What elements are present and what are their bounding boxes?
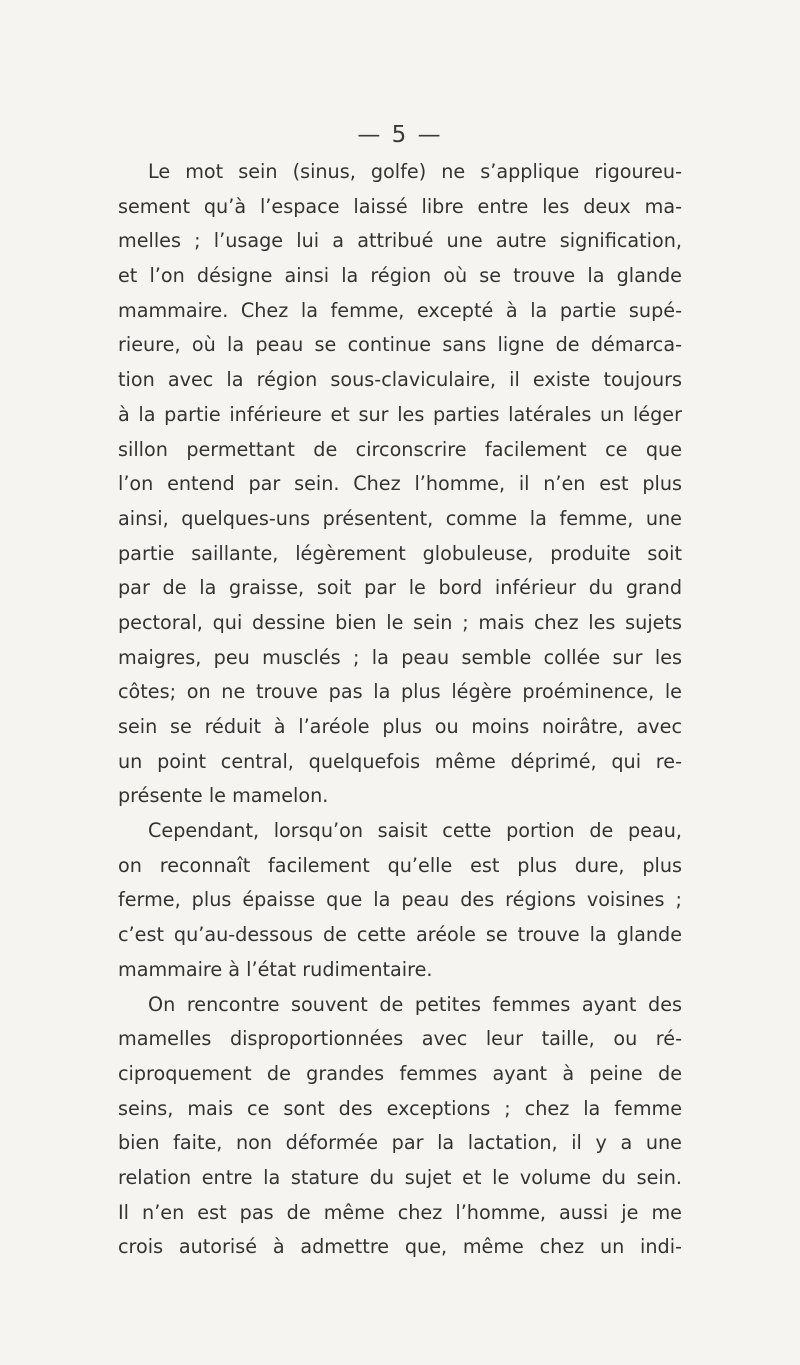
text-line: bien faite, non déformée par la lactation, il y a une bbox=[118, 1131, 682, 1155]
text-line: par de la graisse, soit par le bord inférieur du grand bbox=[118, 576, 682, 600]
text-line: et l’on désigne ainsi la région où se trouve la glande bbox=[118, 264, 682, 288]
text-line: relation entre la stature du sujet et le volume du sein. bbox=[118, 1165, 682, 1189]
text-line: on reconnaît facilement qu’elle est plus dure, plus bbox=[118, 853, 682, 877]
text-line: sillon permettant de circonscrire facilement ce que bbox=[118, 437, 682, 461]
text-line: pectoral, qui dessine bien le sein ; mais chez les sujets bbox=[118, 610, 682, 634]
text-line: l’on entend par sein. Chez l’homme, il n’en est plus bbox=[118, 472, 682, 496]
text-line: mammaire à l’état rudimentaire. bbox=[118, 957, 433, 981]
text-line: maigres, peu musclés ; la peau semble collée sur les bbox=[118, 645, 682, 669]
text-line: un point central, quelquefois même déprimé, qui re- bbox=[118, 749, 682, 773]
text-line: côtes; on ne trouve pas la plus légère proéminence, le bbox=[118, 680, 682, 704]
text-line: mammaire. Chez la femme, excepté à la partie supé- bbox=[118, 298, 682, 322]
text-line: melles ; l’usage lui a attribué une autre signification, bbox=[118, 229, 682, 253]
paragraph-1 bbox=[118, 155, 682, 814]
text-line: On rencontre souvent de petites femmes ayant des bbox=[148, 992, 682, 1016]
text-line: à la partie inférieure et sur les parties latérales un léger bbox=[118, 402, 682, 426]
text-line: seins, mais ce sont des exceptions ; chez la femme bbox=[118, 1096, 682, 1120]
paragraph-2 bbox=[118, 814, 682, 987]
text-line: présente le mamelon. bbox=[118, 784, 329, 808]
text-line: rieure, où la peau se continue sans ligne de démarca- bbox=[118, 333, 682, 357]
page-number: — 5 — bbox=[357, 122, 443, 148]
text-line: mamelles disproportionnées avec leur taille, ou ré- bbox=[118, 1027, 682, 1051]
text-line: c’est qu’au-dessous de cette aréole se trouve la glande bbox=[118, 923, 682, 947]
text-line: sement qu’à l’espace laissé libre entre les deux ma- bbox=[118, 194, 682, 218]
body-text bbox=[118, 155, 682, 1265]
text-line: crois autorisé à admettre que, même chez un indi- bbox=[118, 1235, 682, 1259]
text-line: Cependant, lorsqu’on saisit cette portion de peau, bbox=[148, 819, 682, 843]
text-line: tion avec la région sous-claviculaire, il existe toujours bbox=[118, 368, 682, 392]
text-line: ainsi, quelques-uns présentent, comme la femme, une bbox=[118, 506, 682, 530]
paragraph-3 bbox=[118, 988, 682, 1266]
text-line: ferme, plus épaisse que la peau des régions voisines ; bbox=[118, 888, 682, 912]
text-line: Il n’en est pas de même chez l’homme, aussi je me bbox=[118, 1200, 682, 1224]
text-line: ciproquement de grandes femmes ayant à peine de bbox=[118, 1061, 682, 1085]
text-line: sein se réduit à l’aréole plus ou moins noirâtre, avec bbox=[118, 715, 682, 738]
text-line: partie saillante, légèrement globuleuse, produite soit bbox=[118, 541, 682, 565]
text-line: Le mot sein (sinus, golfe) ne s’applique rigoureu- bbox=[148, 160, 682, 183]
